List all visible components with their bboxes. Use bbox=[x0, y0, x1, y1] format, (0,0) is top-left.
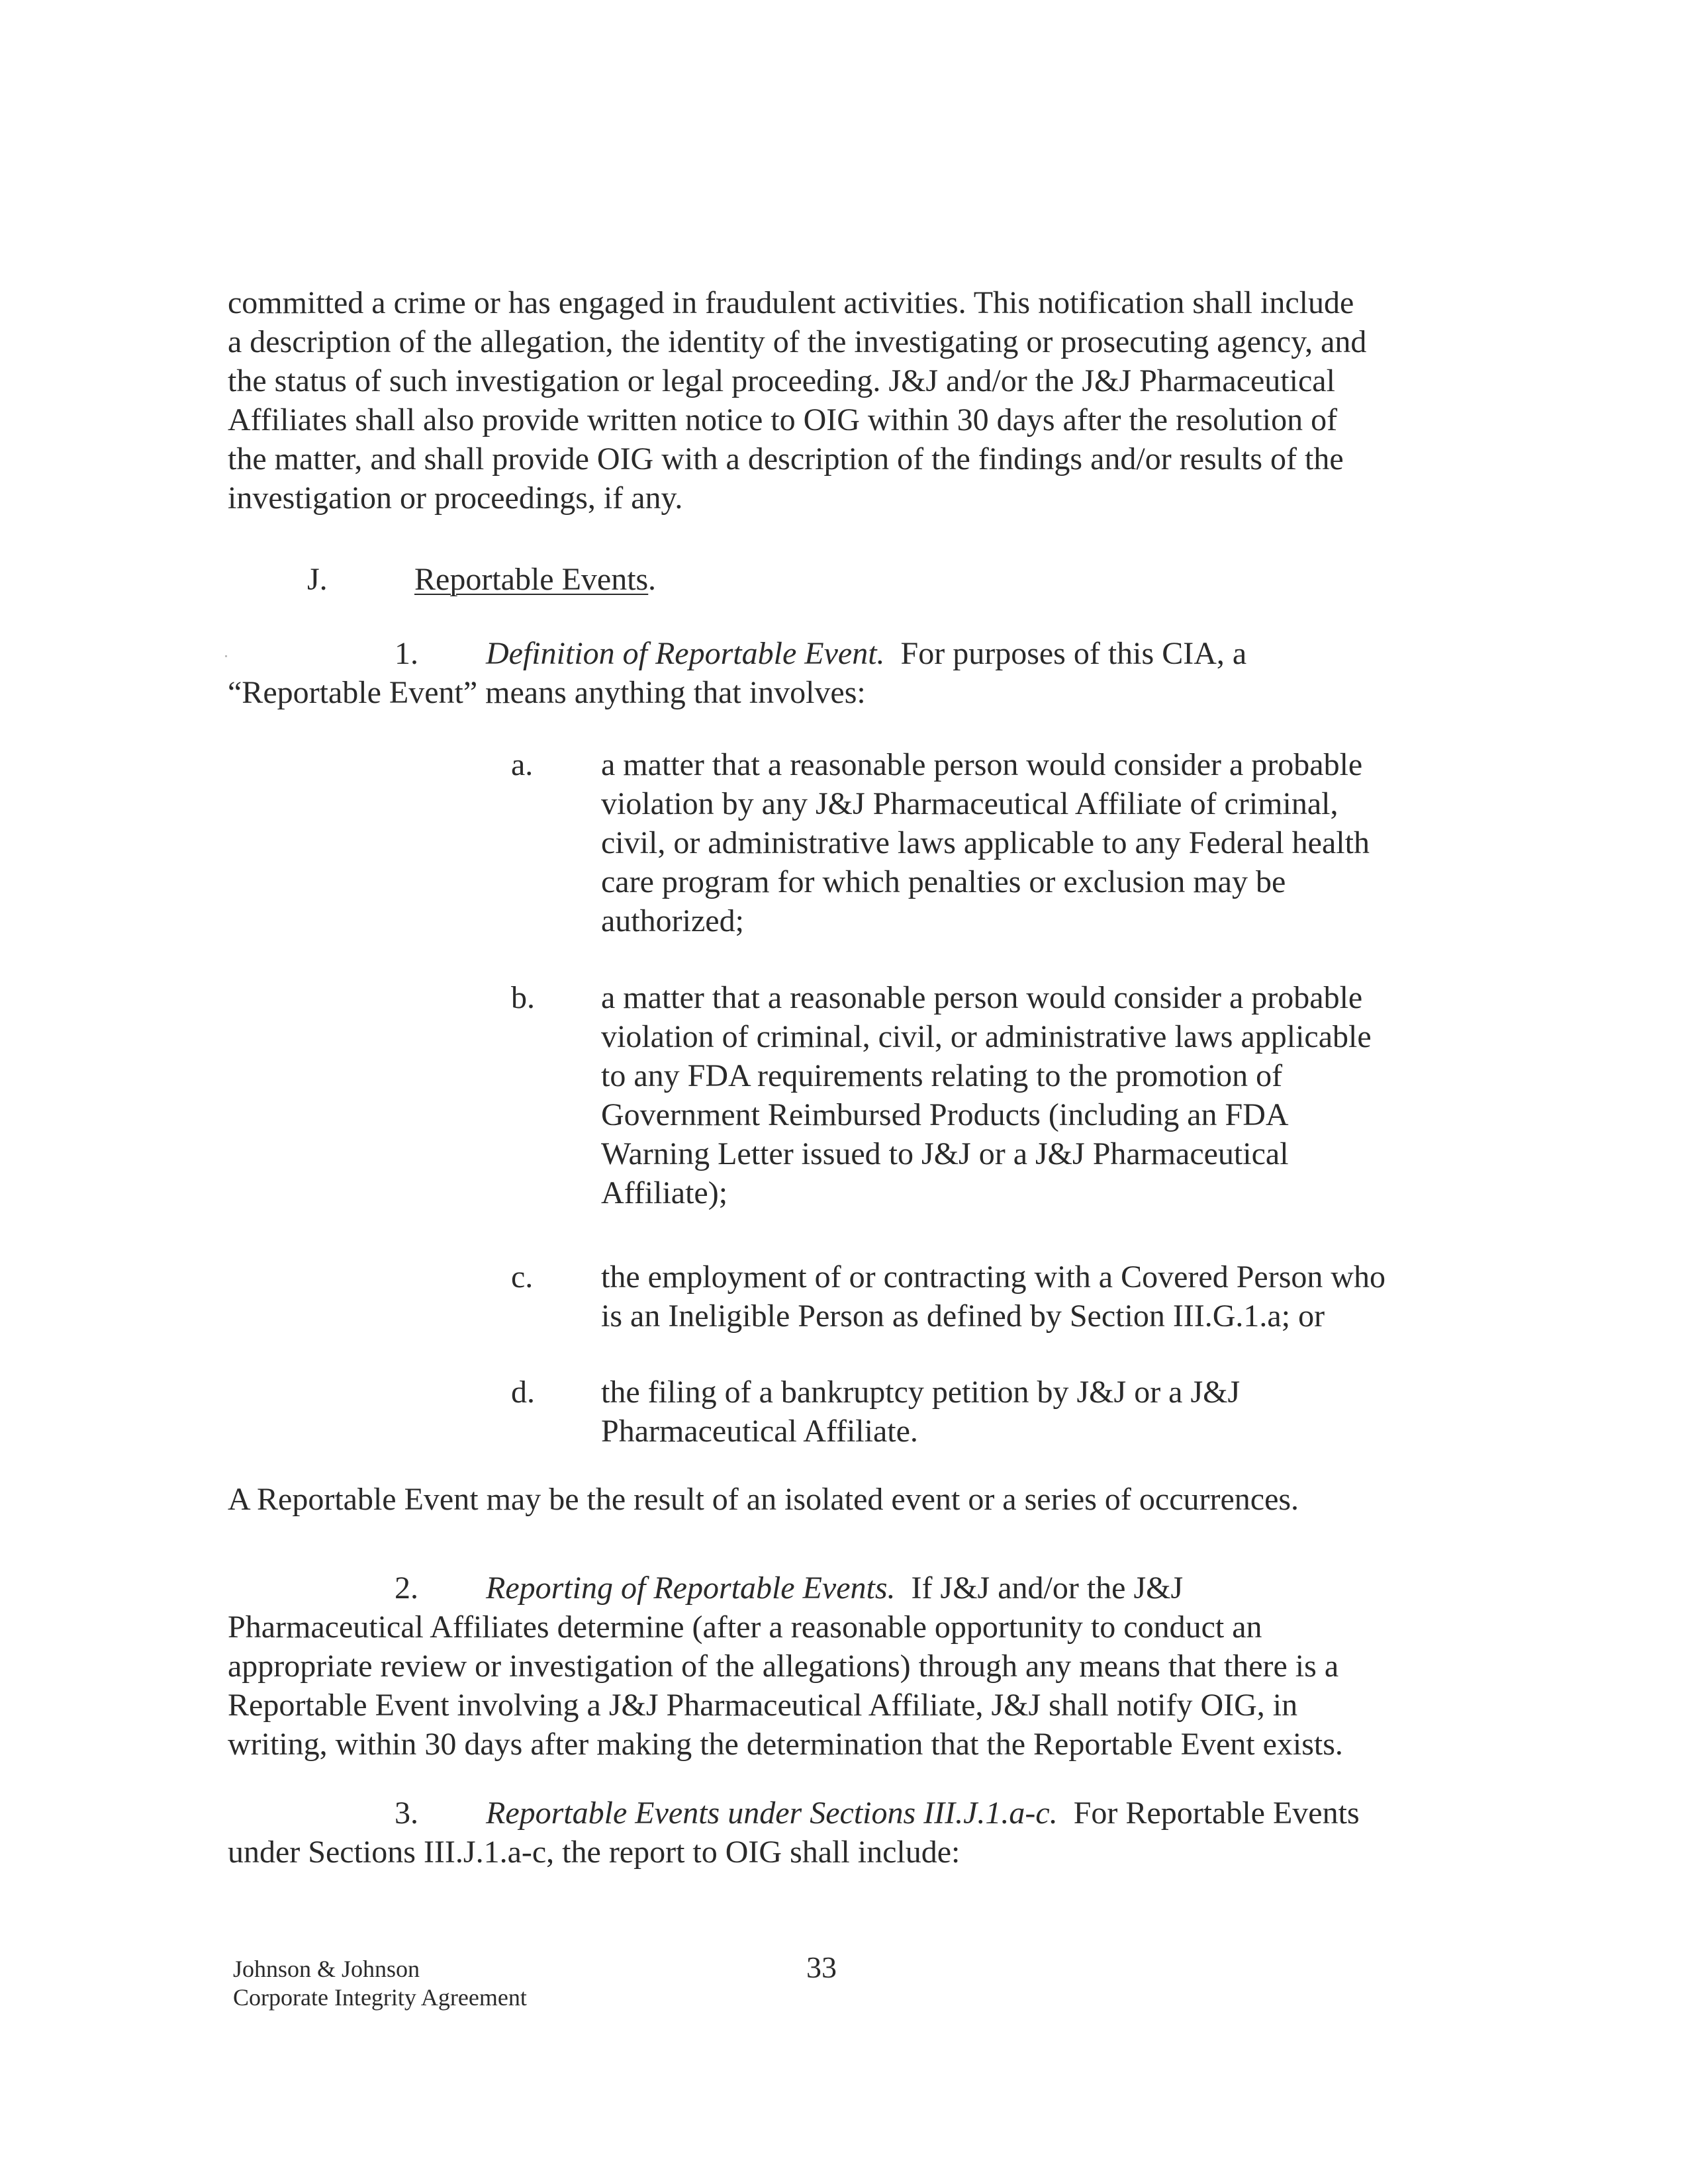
list-item-label: d. bbox=[511, 1375, 535, 1410]
subsection-number: 3. bbox=[395, 1796, 418, 1831]
section-title-period: . bbox=[648, 562, 656, 597]
list-item-label: a. bbox=[511, 747, 534, 782]
list-item-line: Warning Letter issued to J&J or a J&J Pharmaceutical bbox=[601, 1136, 1289, 1171]
intro-paragraph bbox=[228, 283, 1439, 518]
section-title: Reportable Events bbox=[414, 562, 649, 597]
subsection-text: Reportable Event involving a J&J Pharmaceutical Affiliate, J&J shall notify OIG, in bbox=[228, 1688, 1298, 1723]
subsection-heading: Definition of Reportable Event. bbox=[486, 636, 885, 671]
list-item-line: to any FDA requirements relating to the promotion of bbox=[601, 1058, 1283, 1093]
list-item-label: b. bbox=[511, 980, 535, 1015]
intro-line: Affiliates shall also provide written notice to OIG within 30 days after the resolution of bbox=[228, 402, 1338, 437]
isolated-event-paragraph bbox=[228, 1480, 1439, 1519]
list-item-line: the filing of a bankruptcy petition by J&J or a J&J bbox=[601, 1375, 1241, 1410]
list-item-text bbox=[601, 1257, 1462, 1336]
section-title-wrap bbox=[414, 560, 648, 599]
intro-line: investigation or proceedings, if any. bbox=[228, 480, 683, 516]
subsection-3 bbox=[228, 1794, 1439, 1872]
subsection-3-line1 bbox=[228, 1794, 1439, 1833]
list-item-text bbox=[601, 978, 1462, 1212]
subsection-text: Pharmaceutical Affiliates determine (after a reasonable opportunity to conduct an bbox=[228, 1610, 1262, 1645]
list-item-line: violation of criminal, civil, or administrative laws applicable bbox=[601, 1019, 1372, 1054]
subsection-text: under Sections III.J.1.a-c, the report to OIG shall include: bbox=[228, 1835, 961, 1870]
list-item-line: violation by any J&J Pharmaceutical Affiliate of criminal, bbox=[601, 786, 1338, 821]
footer-document-title: Corporate Integrity Agreement bbox=[233, 1984, 527, 2011]
intro-line: a description of the allegation, the identity of the investigating or prosecuting agency, and bbox=[228, 324, 1367, 359]
list-item-line: the employment of or contracting with a Covered Person who bbox=[601, 1259, 1386, 1295]
list-item-line: a matter that a reasonable person would consider a probable bbox=[601, 980, 1363, 1015]
list-item-text bbox=[601, 745, 1462, 940]
list-item-line: Government Reimbursed Products (including an FDA bbox=[601, 1097, 1289, 1132]
intro-line: the status of such investigation or legal proceeding. J&J and/or the J&J Pharmaceutical bbox=[228, 363, 1335, 398]
page-number: 33 bbox=[806, 1950, 837, 1984]
list-item-line: authorized; bbox=[601, 903, 744, 938]
list-item-line: care program for which penalties or exclusion may be bbox=[601, 864, 1286, 899]
list-item-line: Affiliate); bbox=[601, 1175, 728, 1210]
intro-line: the matter, and shall provide OIG with a description of the findings and/or results of the bbox=[228, 441, 1344, 477]
subsection-heading: Reporting of Reportable Events. bbox=[486, 1570, 896, 1606]
subsection-number: 1. bbox=[395, 636, 418, 671]
list-item-line: a matter that a reasonable person would consider a probable bbox=[601, 747, 1363, 782]
list-item-label: c. bbox=[511, 1259, 534, 1295]
footer bbox=[233, 1955, 527, 2012]
scan-speck bbox=[225, 655, 227, 657]
subsection-2-line1 bbox=[228, 1569, 1439, 1608]
list-item-line: is an Ineligible Person as defined by Section III.G.1.a; or bbox=[601, 1298, 1325, 1334]
list-item-line: civil, or administrative laws applicable to any Federal health bbox=[601, 825, 1370, 860]
list-item-text bbox=[601, 1373, 1462, 1451]
subsection-2 bbox=[228, 1569, 1439, 1764]
subsection-text: appropriate review or investigation of the allegations) through any means that there is a bbox=[228, 1649, 1339, 1684]
paragraph-text: A Reportable Event may be the result of an isolated event or a series of occurrences. bbox=[228, 1482, 1299, 1517]
intro-line: committed a crime or has engaged in fraudulent activities. This notification shall include bbox=[228, 285, 1354, 320]
subsection-text: For purposes of this CIA, a bbox=[884, 636, 1247, 671]
subsection-number: 2. bbox=[395, 1570, 418, 1606]
section-letter: J. bbox=[307, 562, 328, 597]
subsection-text: For Reportable Events bbox=[1057, 1796, 1360, 1831]
subsection-text: writing, within 30 days after making the determination that the Reportable Event exists. bbox=[228, 1727, 1343, 1762]
list-item-line: Pharmaceutical Affiliate. bbox=[601, 1414, 918, 1449]
subsection-1 bbox=[228, 634, 1439, 712]
footer-company: Johnson & Johnson bbox=[233, 1956, 420, 1982]
subsection-text: If J&J and/or the J&J bbox=[895, 1570, 1184, 1606]
subsection-1-line1 bbox=[228, 634, 1439, 673]
subsection-text: “Reportable Event” means anything that involves: bbox=[228, 675, 866, 710]
subsection-heading: Reportable Events under Sections III.J.1.a-c. bbox=[486, 1796, 1058, 1831]
